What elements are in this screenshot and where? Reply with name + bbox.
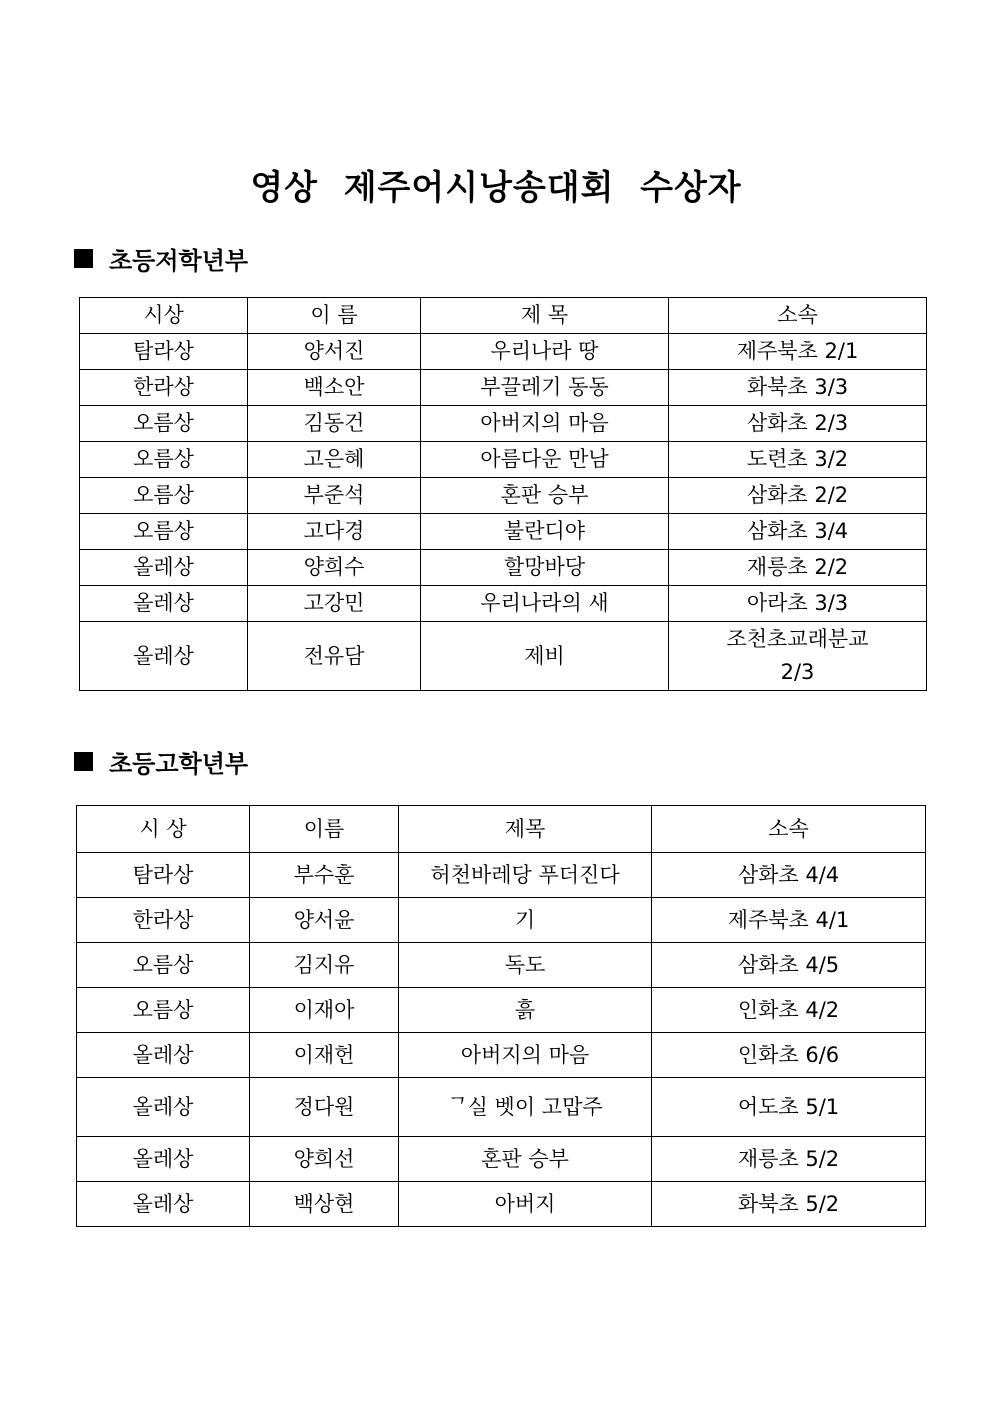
school-cell: 화북초 5/2	[652, 1182, 926, 1227]
section-heading-label: 초등고학년부	[109, 750, 249, 778]
name-cell: 백소안	[248, 370, 421, 406]
award-cell: 한라상	[77, 898, 250, 943]
table-row	[80, 334, 927, 370]
table-row	[77, 1033, 926, 1078]
section-heading-upper-grades	[74, 744, 248, 779]
name-cell: 이재아	[250, 988, 399, 1033]
school-cell: 재릉초 5/2	[652, 1137, 926, 1182]
school-cell: 재릉초 2/2	[669, 550, 927, 586]
award-cell: 오름상	[80, 514, 248, 550]
award-cell: 탐라상	[77, 853, 250, 898]
award-cell: 오름상	[77, 943, 250, 988]
name-cell: 고은혜	[248, 442, 421, 478]
award-cell: 오름상	[80, 442, 248, 478]
school-cell: 아라초 3/3	[669, 586, 927, 622]
awards-table-lower-grades	[79, 297, 927, 691]
award-cell: 탐라상	[80, 334, 248, 370]
table-row	[77, 1078, 926, 1137]
column-header-title: 제 목	[421, 298, 669, 334]
table-row	[80, 622, 927, 691]
section-heading-label: 초등저학년부	[109, 247, 249, 275]
table-row	[77, 1137, 926, 1182]
name-cell: 양희선	[250, 1137, 399, 1182]
name-cell: 양서윤	[250, 898, 399, 943]
table-row	[80, 442, 927, 478]
table-row	[77, 988, 926, 1033]
school-cell: 제주북초 4/1	[652, 898, 926, 943]
name-cell: 정다원	[250, 1078, 399, 1137]
award-cell: 올레상	[77, 1182, 250, 1227]
name-cell: 이재헌	[250, 1033, 399, 1078]
name-cell: 김동건	[248, 406, 421, 442]
school-cell: 삼화초 4/5	[652, 943, 926, 988]
poem-title-cell: 아버지의 마음	[421, 406, 669, 442]
table-row	[80, 406, 927, 442]
table-header-row	[80, 298, 927, 334]
award-cell: 올레상	[77, 1078, 250, 1137]
name-cell: 양희수	[248, 550, 421, 586]
school-cell: 삼화초 2/2	[669, 478, 927, 514]
award-cell: 한라상	[80, 370, 248, 406]
poem-title-cell: 우리나라의 새	[421, 586, 669, 622]
name-cell: 부수훈	[250, 853, 399, 898]
table-row	[77, 898, 926, 943]
name-cell: 백상현	[250, 1182, 399, 1227]
column-header-school: 소속	[669, 298, 927, 334]
black-square-icon	[74, 249, 93, 268]
school-cell: 조천초교래분교 2/3	[669, 622, 927, 691]
poem-title-cell: 혼판 승부	[399, 1137, 652, 1182]
school-cell: 도련초 3/2	[669, 442, 927, 478]
table-row	[80, 478, 927, 514]
column-header-school: 소속	[652, 806, 926, 853]
name-cell: 고강민	[248, 586, 421, 622]
award-cell: 올레상	[80, 550, 248, 586]
poem-title-cell: 독도	[399, 943, 652, 988]
award-cell: 오름상	[80, 406, 248, 442]
table-row	[77, 943, 926, 988]
poem-title-cell: ᄀ실 벳이 고맙주	[399, 1078, 652, 1137]
table-row	[80, 586, 927, 622]
award-cell: 올레상	[77, 1137, 250, 1182]
page-title: 영상 제주어시낭송대회 수상자	[250, 168, 742, 208]
table-row	[80, 550, 927, 586]
poem-title-cell: 흙	[399, 988, 652, 1033]
table-row	[80, 514, 927, 550]
award-cell: 올레상	[80, 586, 248, 622]
column-header-title: 제목	[399, 806, 652, 853]
table-row	[77, 1182, 926, 1227]
poem-title-cell: 불란디야	[421, 514, 669, 550]
award-cell: 올레상	[77, 1033, 250, 1078]
section-heading-lower-grades	[74, 241, 248, 276]
poem-title-cell: 우리나라 땅	[421, 334, 669, 370]
column-header-award: 시상	[80, 298, 248, 334]
name-cell: 고다경	[248, 514, 421, 550]
award-cell: 오름상	[80, 478, 248, 514]
name-cell: 부준석	[248, 478, 421, 514]
poem-title-cell: 아버지의 마음	[399, 1033, 652, 1078]
poem-title-cell: 제비	[421, 622, 669, 691]
school-cell: 인화초 6/6	[652, 1033, 926, 1078]
column-header-name: 이름	[250, 806, 399, 853]
poem-title-cell: 아름다운 만남	[421, 442, 669, 478]
name-cell: 김지유	[250, 943, 399, 988]
table-header-row	[77, 806, 926, 853]
poem-title-cell: 허천바레당 푸더진다	[399, 853, 652, 898]
black-square-icon	[74, 752, 93, 771]
school-cell: 삼화초 4/4	[652, 853, 926, 898]
school-cell: 인화초 4/2	[652, 988, 926, 1033]
school-cell: 제주북초 2/1	[669, 334, 927, 370]
award-cell: 오름상	[77, 988, 250, 1033]
column-header-name: 이 름	[248, 298, 421, 334]
school-cell: 삼화초 2/3	[669, 406, 927, 442]
school-cell: 어도초 5/1	[652, 1078, 926, 1137]
school-cell: 화북초 3/3	[669, 370, 927, 406]
name-cell: 전유담	[248, 622, 421, 691]
poem-title-cell: 부끌레기 동동	[421, 370, 669, 406]
name-cell: 양서진	[248, 334, 421, 370]
column-header-award: 시 상	[77, 806, 250, 853]
poem-title-cell: 할망바당	[421, 550, 669, 586]
table-row	[80, 370, 927, 406]
poem-title-cell: 아버지	[399, 1182, 652, 1227]
award-cell: 올레상	[80, 622, 248, 691]
school-cell: 삼화초 3/4	[669, 514, 927, 550]
table-row	[77, 853, 926, 898]
poem-title-cell: 기	[399, 898, 652, 943]
awards-table-upper-grades	[76, 805, 926, 1227]
poem-title-cell: 혼판 승부	[421, 478, 669, 514]
